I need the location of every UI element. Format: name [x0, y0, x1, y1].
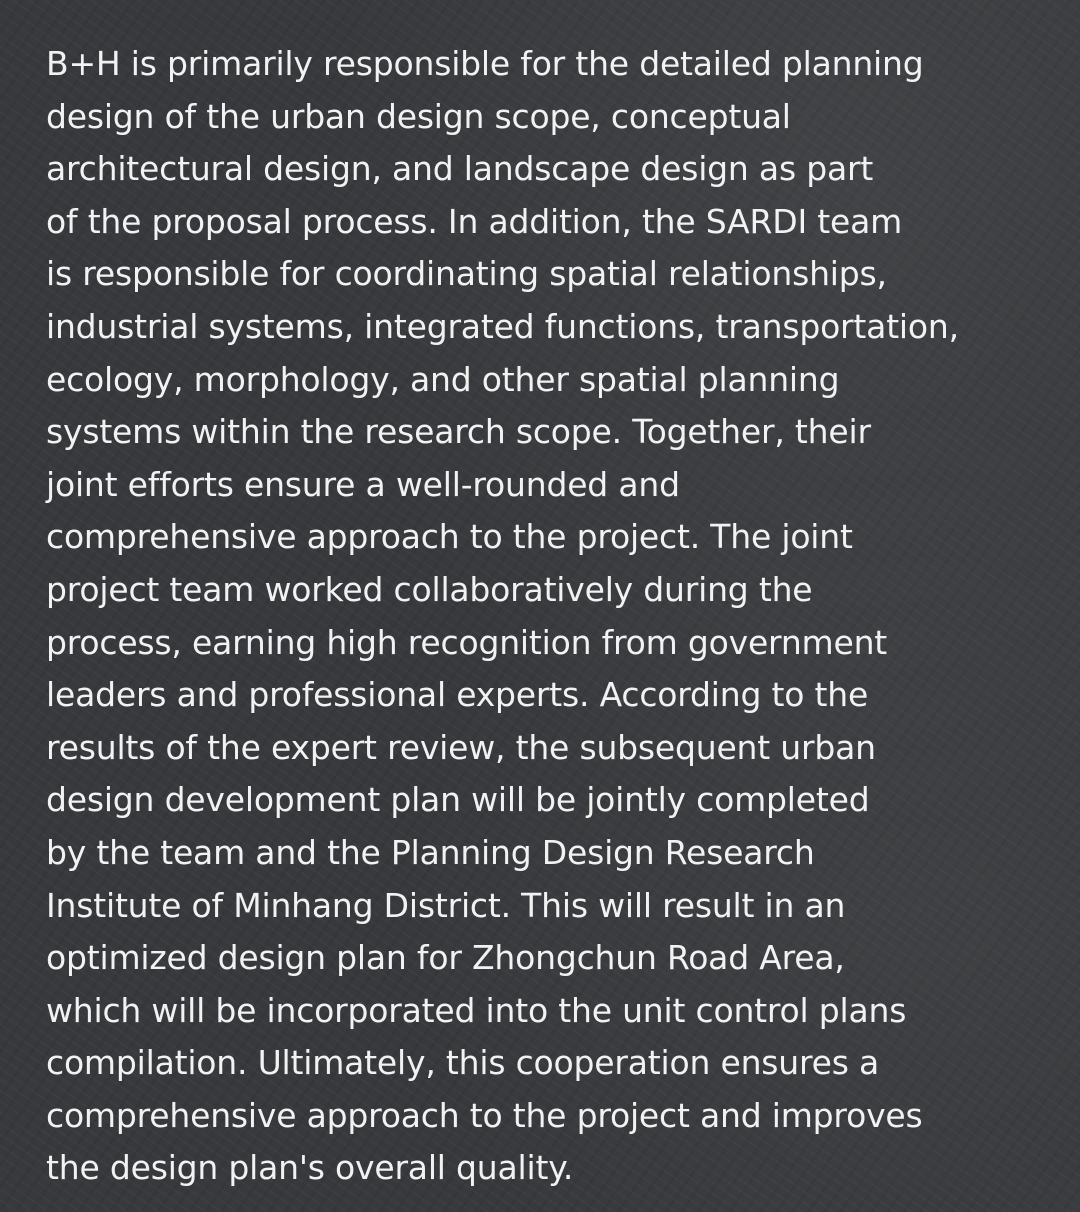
paragraph-line: optimized design plan for Zhongchun Road Area, [46, 938, 845, 978]
paragraph-line: compilation. Ultimately, this cooperation ensures a [46, 1043, 880, 1083]
paragraph-line: the design plan's overall quality. [46, 1148, 574, 1188]
paragraph-line: systems within the research scope. Together, their [46, 412, 871, 452]
paragraph-line: design development plan will be jointly completed [46, 780, 870, 820]
paragraph-line: ecology, morphology, and other spatial planning [46, 359, 840, 399]
paragraph-line: Institute of Minhang District. This will result in an [46, 885, 846, 925]
paragraph-line: which will be incorporated into the unit control plans [46, 990, 907, 1030]
body-paragraph [46, 38, 1056, 1195]
paragraph-line: B+H is primarily responsible for the detailed planning [46, 44, 924, 83]
paragraph-line: comprehensive approach to the project. The joint [46, 517, 853, 557]
paragraph-line: leaders and professional experts. According to the [46, 675, 869, 715]
paragraph-line: industrial systems, integrated functions, transportation, [46, 306, 959, 346]
paragraph-line: design of the urban design scope, conceptual [46, 96, 791, 136]
paragraph-line: comprehensive approach to the project and improves [46, 1095, 923, 1135]
paragraph-line: process, earning high recognition from government [46, 622, 888, 662]
paragraph-line: is responsible for coordinating spatial relationships, [46, 254, 887, 294]
paragraph-line: architectural design, and landscape design as part [46, 149, 874, 189]
paragraph-line: of the proposal process. In addition, the SARDI team [46, 201, 903, 241]
paragraph-line: results of the expert review, the subsequent urban [46, 727, 876, 767]
paragraph-line: by the team and the Planning Design Research [46, 832, 815, 872]
paragraph-line: project team worked collaboratively during the [46, 569, 813, 609]
paragraph-line: joint efforts ensure a well-rounded and [46, 464, 680, 504]
